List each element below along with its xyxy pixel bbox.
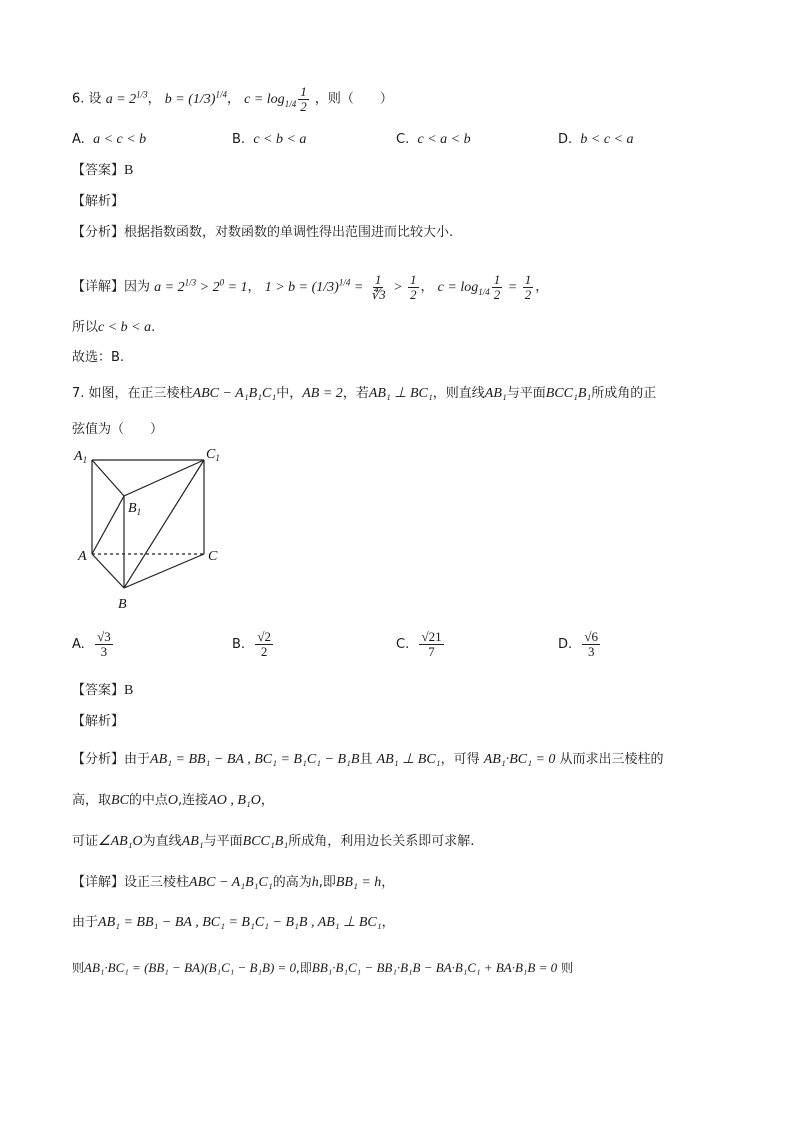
- q7-stem-line2: 弦值为（ ）: [72, 422, 164, 437]
- q6-fenxi: 【分析】根据指数函数，对数函数的单调性得出范围进而比较大小.: [72, 225, 454, 240]
- q7-detail-line3: 则AB₁·BC₁ = (BB₁ − BA)(B₁C₁ − B₁B) = 0,即BB₁·B₁C₁ − BB₁·B₁B − BA·B₁C₁ + BA·B₁B = 0 则: [72, 960, 573, 975]
- q6-stem-suffix: ，则（ ）: [314, 91, 393, 107]
- label-c1: $C_1$: [206, 448, 220, 463]
- q6-c-expr: $c = \log_{1/4}$ $\frac{1}{2}$: [244, 83, 307, 114]
- label-a1: $A_1$: [74, 449, 88, 465]
- label-b1: $B_1$: [128, 501, 142, 517]
- q6-b-expr: $b = (1/3)^{1/4}$: [164, 89, 227, 107]
- q6-choose: 故选：B.: [72, 350, 125, 365]
- q7-fenxi-line2: 高，取BC的中点O,连接AO , B₁O，: [72, 793, 274, 808]
- q7-option-d[interactable]: D. $\frac{√6}{3}$: [558, 629, 599, 659]
- q6-option-c[interactable]: C. c < a < b: [396, 132, 471, 147]
- q6-detail: 【详解】因为 $a = 2^{1/3} > 2^0 = 1$， $1 > b = (1/3)^{1/4}$ = $\frac{1}{∜3}$ > $\frac{1}{2}$ ， $c = \log_{1/4}$ $\frac{1}{2}$ = $\frac{1}{2}$ ，: [72, 271, 549, 302]
- q7-analysis-tag: 【解析】: [72, 714, 125, 729]
- q7-detail-line2: 由于AB₁ = BB₁ − BA , BC₁ = B₁C₁ − B₁B , AB₁ ⊥ BC₁，: [72, 915, 395, 930]
- q6-stem-prefix: 6. 设: [72, 91, 102, 107]
- q6-stem: 6. 设 $a = 2^{1/3}$， $b = (1/3)^{1/4}$， $c = \log_{1/4}$ $\frac{1}{2}$ ，则（ ）: [72, 83, 393, 114]
- edge-a1b1: [92, 460, 124, 496]
- q6-option-b[interactable]: B. c < b < a: [232, 132, 307, 147]
- edge-b1c1: [124, 460, 204, 496]
- label-b: B: [118, 597, 127, 612]
- edge-ab1: [92, 496, 124, 554]
- q6-option-a[interactable]: A. a < c < b: [72, 132, 147, 147]
- prism-figure: [72, 448, 232, 614]
- label-a: A: [78, 549, 87, 564]
- label-c: C: [208, 549, 218, 564]
- q7-option-a[interactable]: A. $\frac{√3}{3}$: [72, 629, 111, 659]
- q7-answer: 【答案】B: [72, 683, 134, 698]
- q6-a-expr: $a = 2^{1/3}$: [105, 89, 148, 107]
- q7-detail-line1: 【详解】设正三棱柱ABC − A₁B₁C₁的高为h,即BB₁ = h，: [72, 875, 395, 890]
- q7-option-b[interactable]: B. $\frac{√2}{2}$: [232, 629, 271, 659]
- q6-option-d[interactable]: D. b < c < a: [558, 132, 634, 147]
- q7-stem-line1: 7. 如图，在正三棱柱ABC − A₁B₁C₁中，AB = 2，若AB₁ ⊥ BC₁，则直线AB₁与平面BCC₁B₁所成角的正: [72, 386, 657, 401]
- q7-fenxi-line3: 可证∠AB₁O为直线AB₁与平面BCC₁B₁所成角，利用边长关系即可求解.: [72, 834, 475, 849]
- q7-fenxi-line1: 【分析】由于AB₁ = BB₁ − BA , BC₁ = B₁C₁ − B₁B且 AB₁ ⊥ BC₁，可得 AB₁·BC₁ = 0 从而求出三棱柱的: [72, 752, 664, 767]
- q6-so: 所以c < b < a.: [72, 320, 156, 335]
- edge-bc: [124, 554, 204, 588]
- edge-bc1: [124, 460, 204, 588]
- edge-ab: [92, 554, 124, 588]
- q6-answer: 【答案】B: [72, 163, 134, 178]
- q6-analysis-tag: 【解析】: [72, 194, 125, 209]
- q7-option-c[interactable]: C. $\frac{√21}{7}$: [396, 629, 442, 659]
